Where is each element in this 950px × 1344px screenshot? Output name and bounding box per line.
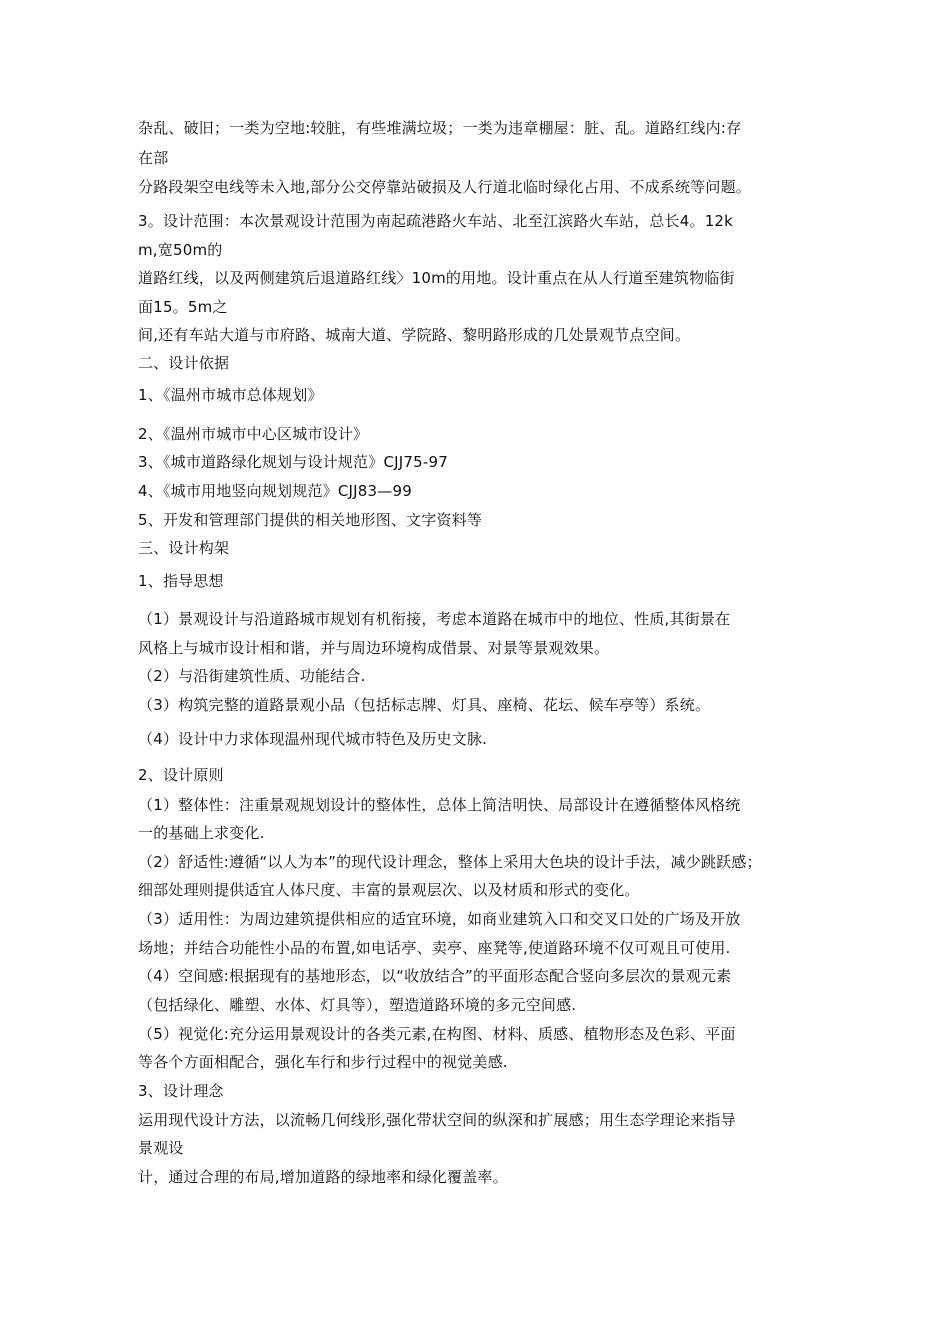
text-line: （4）设计中力求体现温州现代城市特色及历史文脉.	[138, 730, 488, 748]
list-item: 4、《城市用地竖向规划规范》CJJ83—99	[138, 482, 412, 500]
text-line: 场地；并结合功能性小品的布置,如电话亭、卖亭、座凳等,使道路环境不仅可观且可使用.	[138, 939, 731, 957]
text-line: （3）构筑完整的道路景观小品（包括标志牌、灯具、座椅、花坛、候车亭等）系统。	[138, 696, 711, 714]
text-line: 分路段架空电线等未入地,部分公交停靠站破损及人行道北临时绿化占用、不成系统等问题。	[138, 178, 751, 196]
text-line: （1）景观设计与沿道路城市规划有机衔接，考虑本道路在城市中的地位、性质,其街景在	[138, 610, 731, 628]
list-item: 1、《温州市城市总体规划》	[138, 386, 323, 404]
list-item: 5、开发和管理部门提供的相关地形图、文字资料等	[138, 511, 483, 529]
text-line: 风格上与城市设计相和谐，并与周边环境构成借景、对景等景观效果。	[138, 639, 610, 657]
subsection-heading: 2、设计原则	[138, 766, 224, 784]
subsection-heading: 3、设计理念	[138, 1082, 224, 1100]
section-heading: 二、设计依据	[138, 354, 230, 372]
text-line: （2）与沿街建筑性质、功能结合.	[138, 667, 366, 685]
text-line: 景观设	[138, 1139, 184, 1157]
list-item: 2、《温州市城市中心区城市设计》	[138, 425, 369, 443]
text-line: 一的基础上求变化.	[138, 824, 265, 842]
text-line: 等各个方面相配合，强化车行和步行过程中的视觉美感.	[138, 1053, 508, 1071]
text-line: （1）整体性：注重景观规划设计的整体性，总体上简洁明快、局部设计在遵循整体风格统	[138, 796, 741, 814]
text-line: （5）视觉化:充分运用景观设计的各类元素,在构图、材料、质感、植物形态及色彩、平面	[138, 1025, 736, 1043]
text-line: 3。设计范围：本次景观设计范围为南起疏港路火车站、北至江滨路火车站，总长4。12k	[138, 212, 734, 230]
list-item: 3、《城市道路绿化规划与设计规范》CJJ75-97	[138, 453, 448, 471]
text-line: 间,还有车站大道与市府路、城南大道、学院路、黎明路形成的几处景观节点空间。	[138, 326, 691, 344]
text-line: 运用现代设计方法，以流畅几何线形,强化带状空间的纵深和扩展感；用生态学理论来指导	[138, 1111, 736, 1129]
text-line: 面15。5m之	[138, 298, 228, 316]
text-line: （包括绿化、雕塑、水体、灯具等），塑造道路环境的多元空间感.	[138, 996, 577, 1014]
text-line: （4）空间感:根据现有的基地形态，以“收放结合”的平面形态配合竖向多层次的景观元素	[138, 967, 732, 985]
text-line: 道路红线，以及两侧建筑后退道路红线〉10m的用地。设计重点在从人行道至建筑物临街	[138, 269, 735, 287]
text-line: 细部处理则提供适宜人体尺度、丰富的景观层次、以及材质和形式的变化。	[138, 881, 640, 899]
section-heading: 三、设计构架	[138, 539, 230, 557]
subsection-heading: 1、指导思想	[138, 572, 224, 590]
text-line: 在部	[138, 149, 169, 167]
text-line: m,宽50m的	[138, 241, 223, 259]
text-line: （2）舒适性:遵循“以人为本”的现代设计理念，整体上采用大色块的设计手法，减少跳跃感；	[138, 853, 762, 871]
text-line: 杂乱、破旧；一类为空地:较脏，有些堆满垃圾；一类为违章棚屋：脏、乱。道路红线内:存	[138, 119, 742, 137]
text-line: 计，通过合理的布局,增加道路的绿地率和绿化覆盖率。	[138, 1168, 508, 1186]
text-line: （3）适用性：为周边建筑提供相应的适宜环境，如商业建筑入口和交叉口处的广场及开放	[138, 910, 741, 928]
